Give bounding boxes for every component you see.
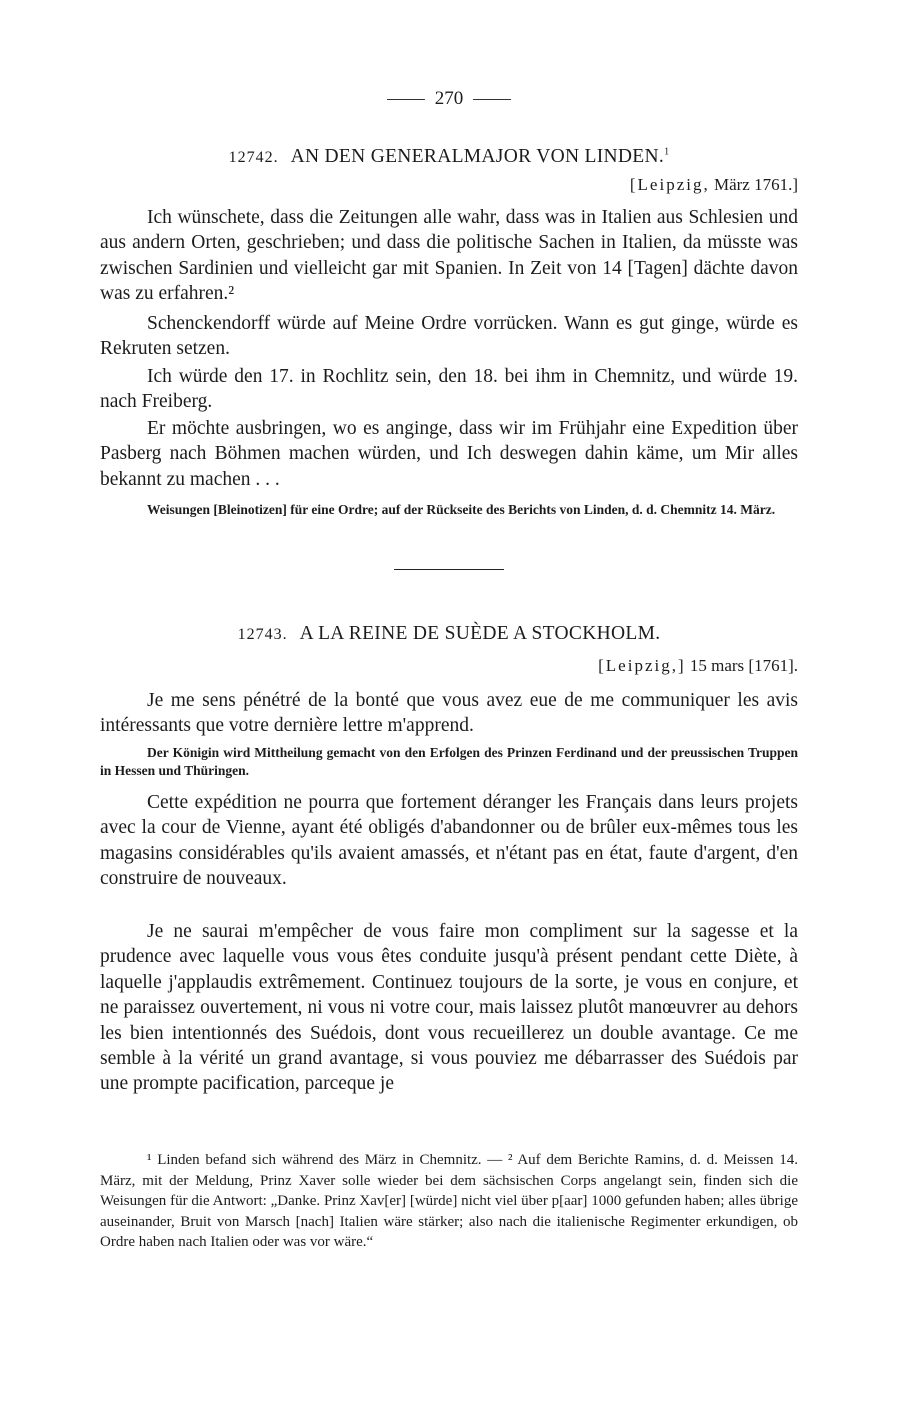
divider [473,99,511,100]
section-divider [394,569,504,570]
paragraph: Schenckendorff würde auf Meine Ordre vorrücken. Wann es gut ginge, würde es Rekruten setzen. [100,313,798,360]
source-note: Weisungen [Bleinotizen] für eine Ordre; auf der Rückseite des Berichts von Linden, d. d. Chemnitz 14. März. [147,502,776,517]
date-place: [Leipzig,] [598,656,686,675]
letter-title: A LA REINE DE SUÈDE A STOCKHOLM. [299,623,661,644]
paragraph: Ich wünschete, dass die Zeitungen alle wahr, dass was in Italien aus Schlesien und aus andern Orten, geschrieben; und dass die politische Sachen in Italien, da müsste was zwischen Sardinien und vielleicht gar mit Spanien. In Zeit von 14 [Tagen] dächte davon was zu erfahren.² [100,207,798,305]
letter-heading [100,146,798,168]
paragraph: Er möchte ausbringen, wo es anginge, dass wir im Frühjahr eine Expedition über Pasberg nach Böhmen machen würden, und Ich deswegen dahin käme, um Mir alles bekannt zu machen . . . [100,418,798,490]
letter-number: 12743. [237,626,288,643]
letter-heading [100,623,798,645]
paragraph: Je me sens pénétré de la bonté que vous avez eue de me communiquer les avis intéressants que votre dernière lettre m'apprend. [100,690,798,737]
date-place: [Leipzig, [629,175,710,194]
footnotes: ¹ Linden befand sich während des März in Chemnitz. — ² Auf dem Berichte Ramins, d. d. Meissen 14. März, mit der Meldung, Prinz Xaver solle wieder bei dem sächsischen Corps angelangt sein, finden sich die Weisungen für die Antwort: „Danke. Prinz Xav[er] [würde] nicht viel über p[aar] 1000 gefunden haben; alles übrige auseinander, Bruit von Marsch [nach] Italien wäre stärker; also nach die italienische Regimenter erkundigen, ob Ordre haben nach Italien oder was vor wäre.“ [100,1152,798,1251]
dateline [630,175,798,195]
date-value: März 1761.] [713,175,798,194]
dateline [598,656,798,676]
date-value: 15 mars [1761]. [689,656,798,675]
page-number-line [100,88,798,110]
page-number: 270 [434,88,464,109]
letter-number: 12742. [228,149,279,166]
summary-note: Der Königin wird Mittheilung gemacht von den Erfolgen des Prinzen Ferdinand und der preussischen Truppen in Hessen und Thüringen. [100,745,798,778]
divider [387,99,425,100]
paragraph: Cette expédition ne pourra que fortement déranger les Français dans leurs projets avec la cour de Vienne, ayant été obligés d'abandonner ou de brûler eux-mêmes tous les magasins considérables qu'ils avaient amassés, et n'étant pas en état, faute d'argent, d'en construire de nouveaux. [100,792,798,890]
footnote-mark: 1 [664,146,670,158]
paragraph: Je ne saurai m'empêcher de vous faire mon compliment sur la sagesse et la prudence avec laquelle vous vous êtes conduite jusqu'à présent pendant cette Diète, à laquelle j'applaudis extrêmement. Continuez toujours de la sorte, je vous en conjure, et ne paraissez ouvertement, ni vous ni votre cour, mais laissez plutôt manœuvrer au dehors les bien intentionnés des Suédois, dont vous recueillerez un double avantage. Ce me semble à la vérité un grand avantage, si vous pouviez me débarrasser des Suédois par une prompte pacification, parceque je [100,921,798,1095]
letter-title: AN DEN GENERALMAJOR VON LINDEN. [290,146,665,167]
paragraph: Ich würde den 17. in Rochlitz sein, den 18. bei ihm in Chemnitz, und würde 19. nach Freiberg. [100,366,798,413]
